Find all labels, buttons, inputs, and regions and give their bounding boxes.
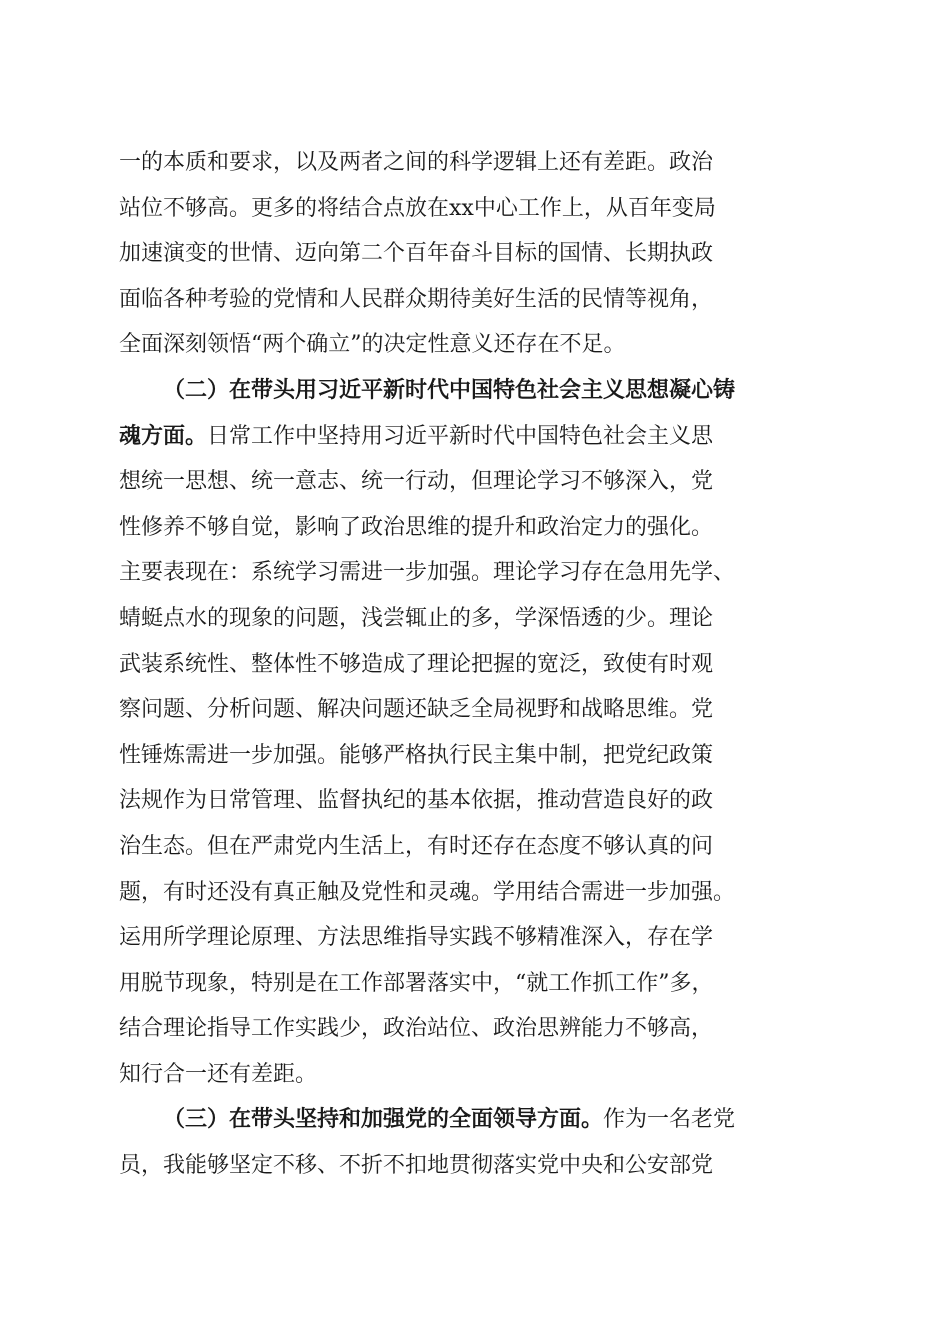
section-heading-line [119,368,839,414]
paragraph-line: 全面深刻领悟“两个确立”的决定性意义还存在不足。 [119,332,626,358]
paragraph-line: 性锤炼需进一步加强。能够严格执行民主集中制，把党纪政策 [119,742,714,768]
paragraph-line: 性修养不够自觉，影响了政治思维的提升和政治定力的强化。 [119,514,714,540]
paragraph-text: 日常工作中坚持用习近平新时代中国特色社会主义思 [207,423,714,449]
paragraph-line [119,414,839,460]
paragraph-line: 想统一思想、统一意志、统一行动，但理论学习不够深入，党 [119,469,714,495]
paragraph-line: 法规作为日常管理、监督执纪的基本依据，推动营造良好的政 [119,788,714,814]
paragraph-line: 面临各种考验的党情和人民群众期待美好生活的民情等视角， [119,286,714,312]
paragraph-line: 知行合一还有差距。 [119,1061,318,1087]
paragraph-line: 加速演变的世情、迈向第二个百年奋斗目标的国情、长期执政 [119,241,714,267]
paragraph-line [119,1097,839,1143]
paragraph-line: 运用所学理论原理、方法思维指导实践不够精准深入，存在学 [119,925,714,951]
paragraph-line: 主要表现在：系统学习需进一步加强。理论学习存在急用先学、 [119,560,736,586]
section-heading-two-end: 魂方面。 [119,422,208,449]
paragraph-line: 用脱节现象，特别是在工作部署落实中，“就工作抓工作”多， [119,970,714,996]
paragraph-line: 站位不够高。更多的将结合点放在xx中心工作上，从百年变局 [119,195,716,221]
paragraph-line: 察问题、分析问题、解决问题还缺乏全局视野和战略思维。党 [119,697,714,723]
paragraph-line: 结合理论指导工作实践少，政治站位、政治思辨能力不够高， [119,1016,714,1042]
section-heading-two: （二）在带头用习近平新时代中国特色社会主义思想凝心铸 [163,376,736,403]
paragraph-line: 治生态。但在严肃党内生活上，有时还存在态度不够认真的问 [119,833,714,859]
paragraph-line: 蜻蜓点水的现象的问题，浅尝辄止的多，学深悟透的少。理论 [119,605,714,631]
paragraph-line: 一的本质和要求，以及两者之间的科学逻辑上还有差距。政治 [119,150,714,175]
paragraph-text: 作为一名老党 [603,1107,736,1133]
paragraph-line: 武装系统性、整体性不够造成了理论把握的宽泛，致使有时观 [119,651,714,677]
paragraph-line: 员，我能够坚定不移、不折不扣地贯彻落实党中央和公安部党 [119,1153,714,1179]
document-body [119,140,839,1189]
section-heading-three: （三）在带头坚持和加强党的全面领导方面。 [163,1106,604,1133]
paragraph-line: 题，有时还没有真正触及党性和灵魂。学用结合需进一步加强。 [119,879,736,905]
